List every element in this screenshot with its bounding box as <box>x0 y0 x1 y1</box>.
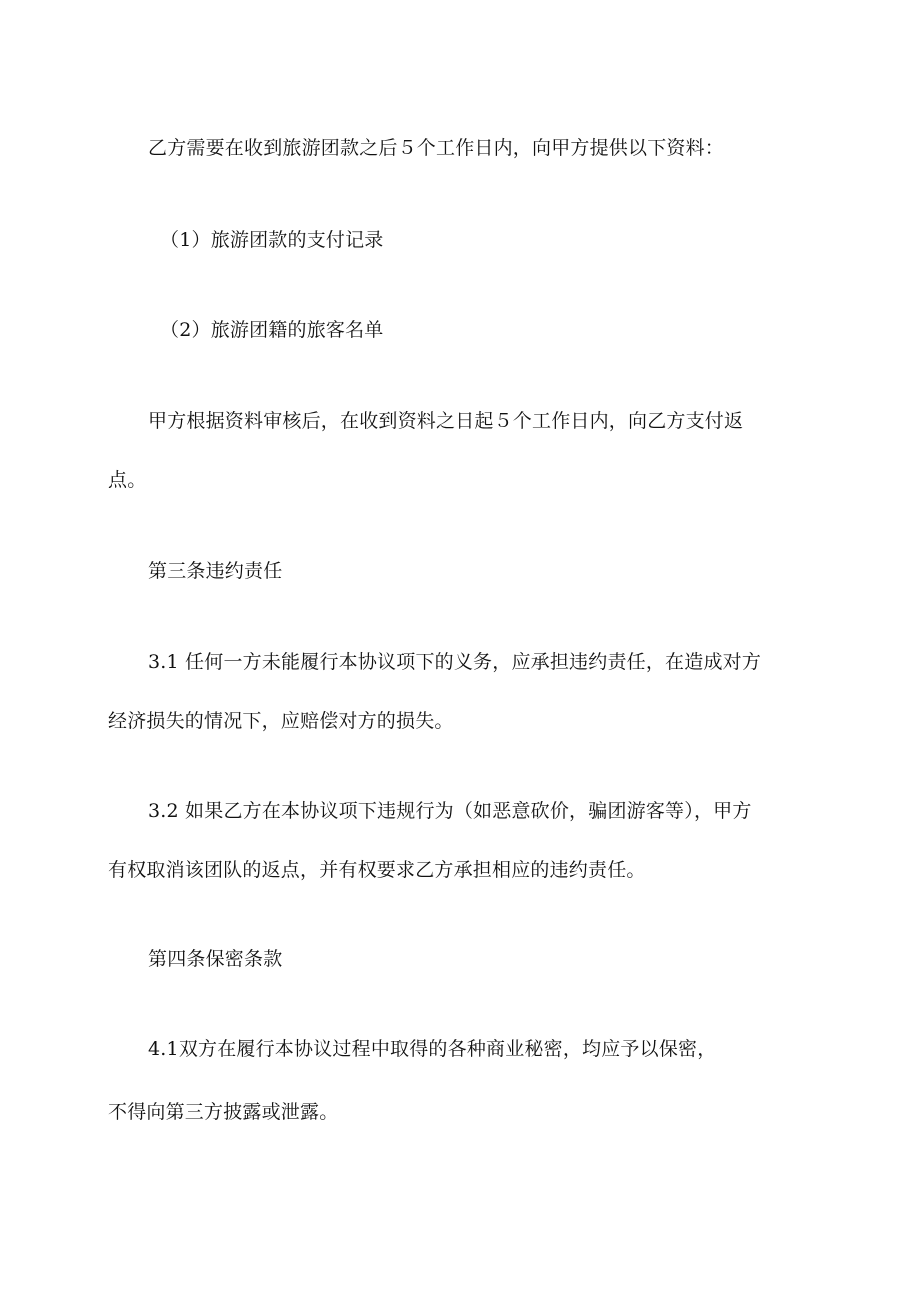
paragraph-materials-intro: 乙方需要在收到旅游团款之后５个工作日内，向甲方提供以下资料： <box>148 137 725 159</box>
clause-3-2-line1: 3.2 如果乙方在本协议项下违规行为（如恶意砍价，骗团游客等），甲方 <box>148 800 752 822</box>
section-heading-confidentiality: 第四条保密条款 <box>148 948 283 970</box>
list-item-payment-record: （1）旅游团款的支付记录 <box>160 229 384 251</box>
list-item-passenger-list: （2）旅游团籍的旅客名单 <box>160 319 384 341</box>
clause-3-2-line2: 有权取消该团队的返点，并有权要求乙方承担相应的违约责任。 <box>108 859 646 881</box>
paragraph-rebate-payment-line2: 点。 <box>108 469 147 491</box>
clause-3-1-line2: 经济损失的情况下，应赔偿对方的损失。 <box>108 710 454 732</box>
clause-3-1-line1: 3.1 任何一方未能履行本协议项下的义务，应承担违约责任，在造成对方 <box>148 651 762 673</box>
section-heading-breach-liability: 第三条违约责任 <box>148 560 283 582</box>
paragraph-rebate-payment-line1: 甲方根据资料审核后，在收到资料之日起５个工作日内，向乙方支付返 <box>148 410 744 432</box>
clause-4-1-line2: 不得向第三方披露或泄露。 <box>108 1101 339 1123</box>
clause-4-1-line1: 4.1双方在履行本协议过程中取得的各种商业秘密，均应予以保密， <box>148 1038 717 1060</box>
